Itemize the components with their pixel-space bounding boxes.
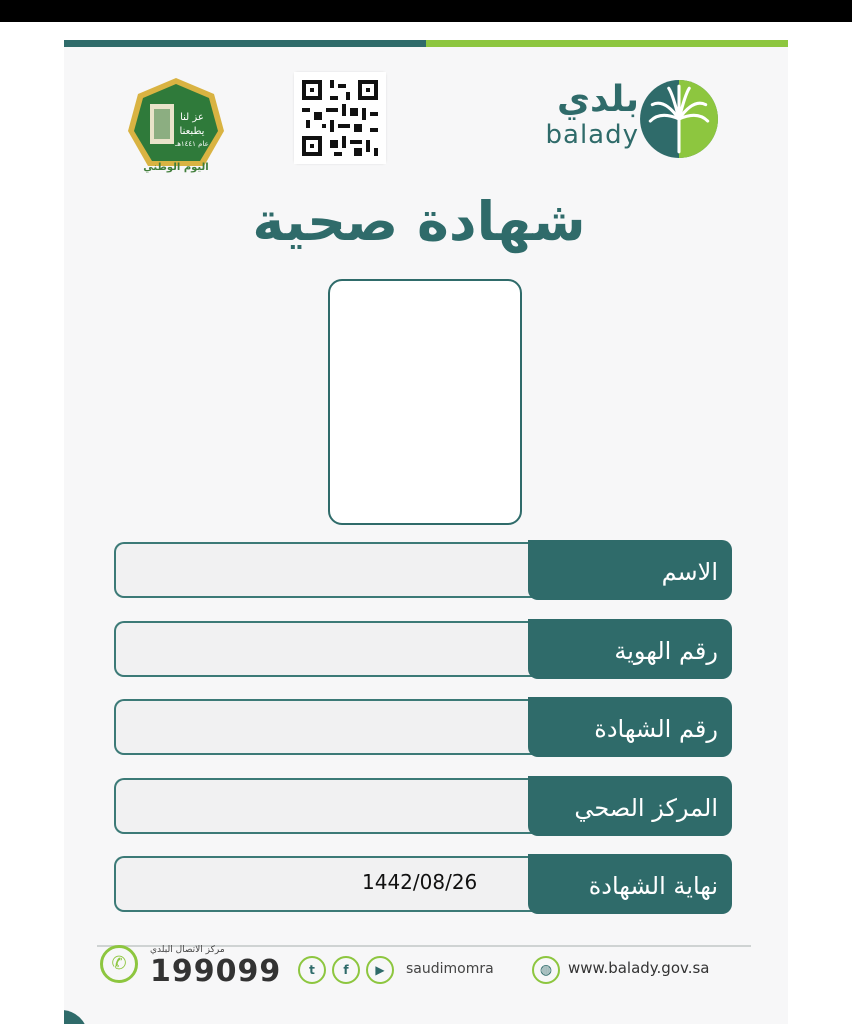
health-certificate-card bbox=[64, 40, 788, 1024]
certificate-number-label: رقم الشهادة bbox=[528, 697, 732, 757]
seal-text-2: يطبعنا bbox=[179, 126, 205, 137]
expiry-label: نهاية الشهادة bbox=[528, 854, 732, 914]
name-value-box bbox=[114, 542, 534, 598]
website-link[interactable]: www.balady.gov.sa bbox=[568, 959, 710, 977]
accent-bar-teal bbox=[64, 40, 426, 47]
seal-caption: اليوم الوطني bbox=[143, 162, 209, 173]
seal-text-3: عام ١٤٤١هـ bbox=[175, 140, 209, 148]
field-row-health-center bbox=[114, 776, 732, 838]
call-center-number[interactable]: 199099 bbox=[150, 954, 282, 989]
certificate-number-value-box bbox=[114, 699, 534, 755]
top-black-bar bbox=[0, 0, 852, 22]
expiry-value: 1442/08/26 bbox=[362, 870, 478, 894]
accent-bar-green bbox=[426, 40, 788, 47]
id-number-value-box bbox=[114, 621, 534, 677]
field-row-name bbox=[114, 540, 732, 602]
health-center-value-box bbox=[114, 778, 534, 834]
name-label: الاسم bbox=[528, 540, 732, 600]
balady-palm-logo-icon bbox=[638, 78, 720, 160]
field-row-certificate-number bbox=[114, 697, 732, 759]
id-number-label: رقم الهوية bbox=[528, 619, 732, 679]
facebook-icon[interactable]: f bbox=[332, 956, 360, 984]
certificate-title: شهادة صحية bbox=[252, 190, 586, 253]
field-row-expiry bbox=[114, 854, 732, 916]
globe-icon[interactable]: ◍ bbox=[532, 956, 560, 984]
health-center-label: المركز الصحي bbox=[528, 776, 732, 836]
photo-placeholder bbox=[328, 279, 522, 525]
field-row-id-number bbox=[114, 619, 732, 681]
balady-logo-arabic: بلدي bbox=[556, 79, 639, 120]
corner-decoration bbox=[64, 1010, 88, 1024]
youtube-icon[interactable]: ▶ bbox=[366, 956, 394, 984]
seal-text-1: عز لنا bbox=[180, 112, 204, 123]
phone-icon[interactable]: ✆ bbox=[100, 945, 138, 983]
qr-code-icon[interactable] bbox=[294, 72, 386, 164]
twitter-icon[interactable]: t bbox=[298, 956, 326, 984]
call-center-label: مركز الاتصال البلدي bbox=[150, 945, 225, 955]
social-handle[interactable]: saudimomra bbox=[406, 961, 494, 977]
balady-logo-english: balady bbox=[545, 120, 639, 150]
